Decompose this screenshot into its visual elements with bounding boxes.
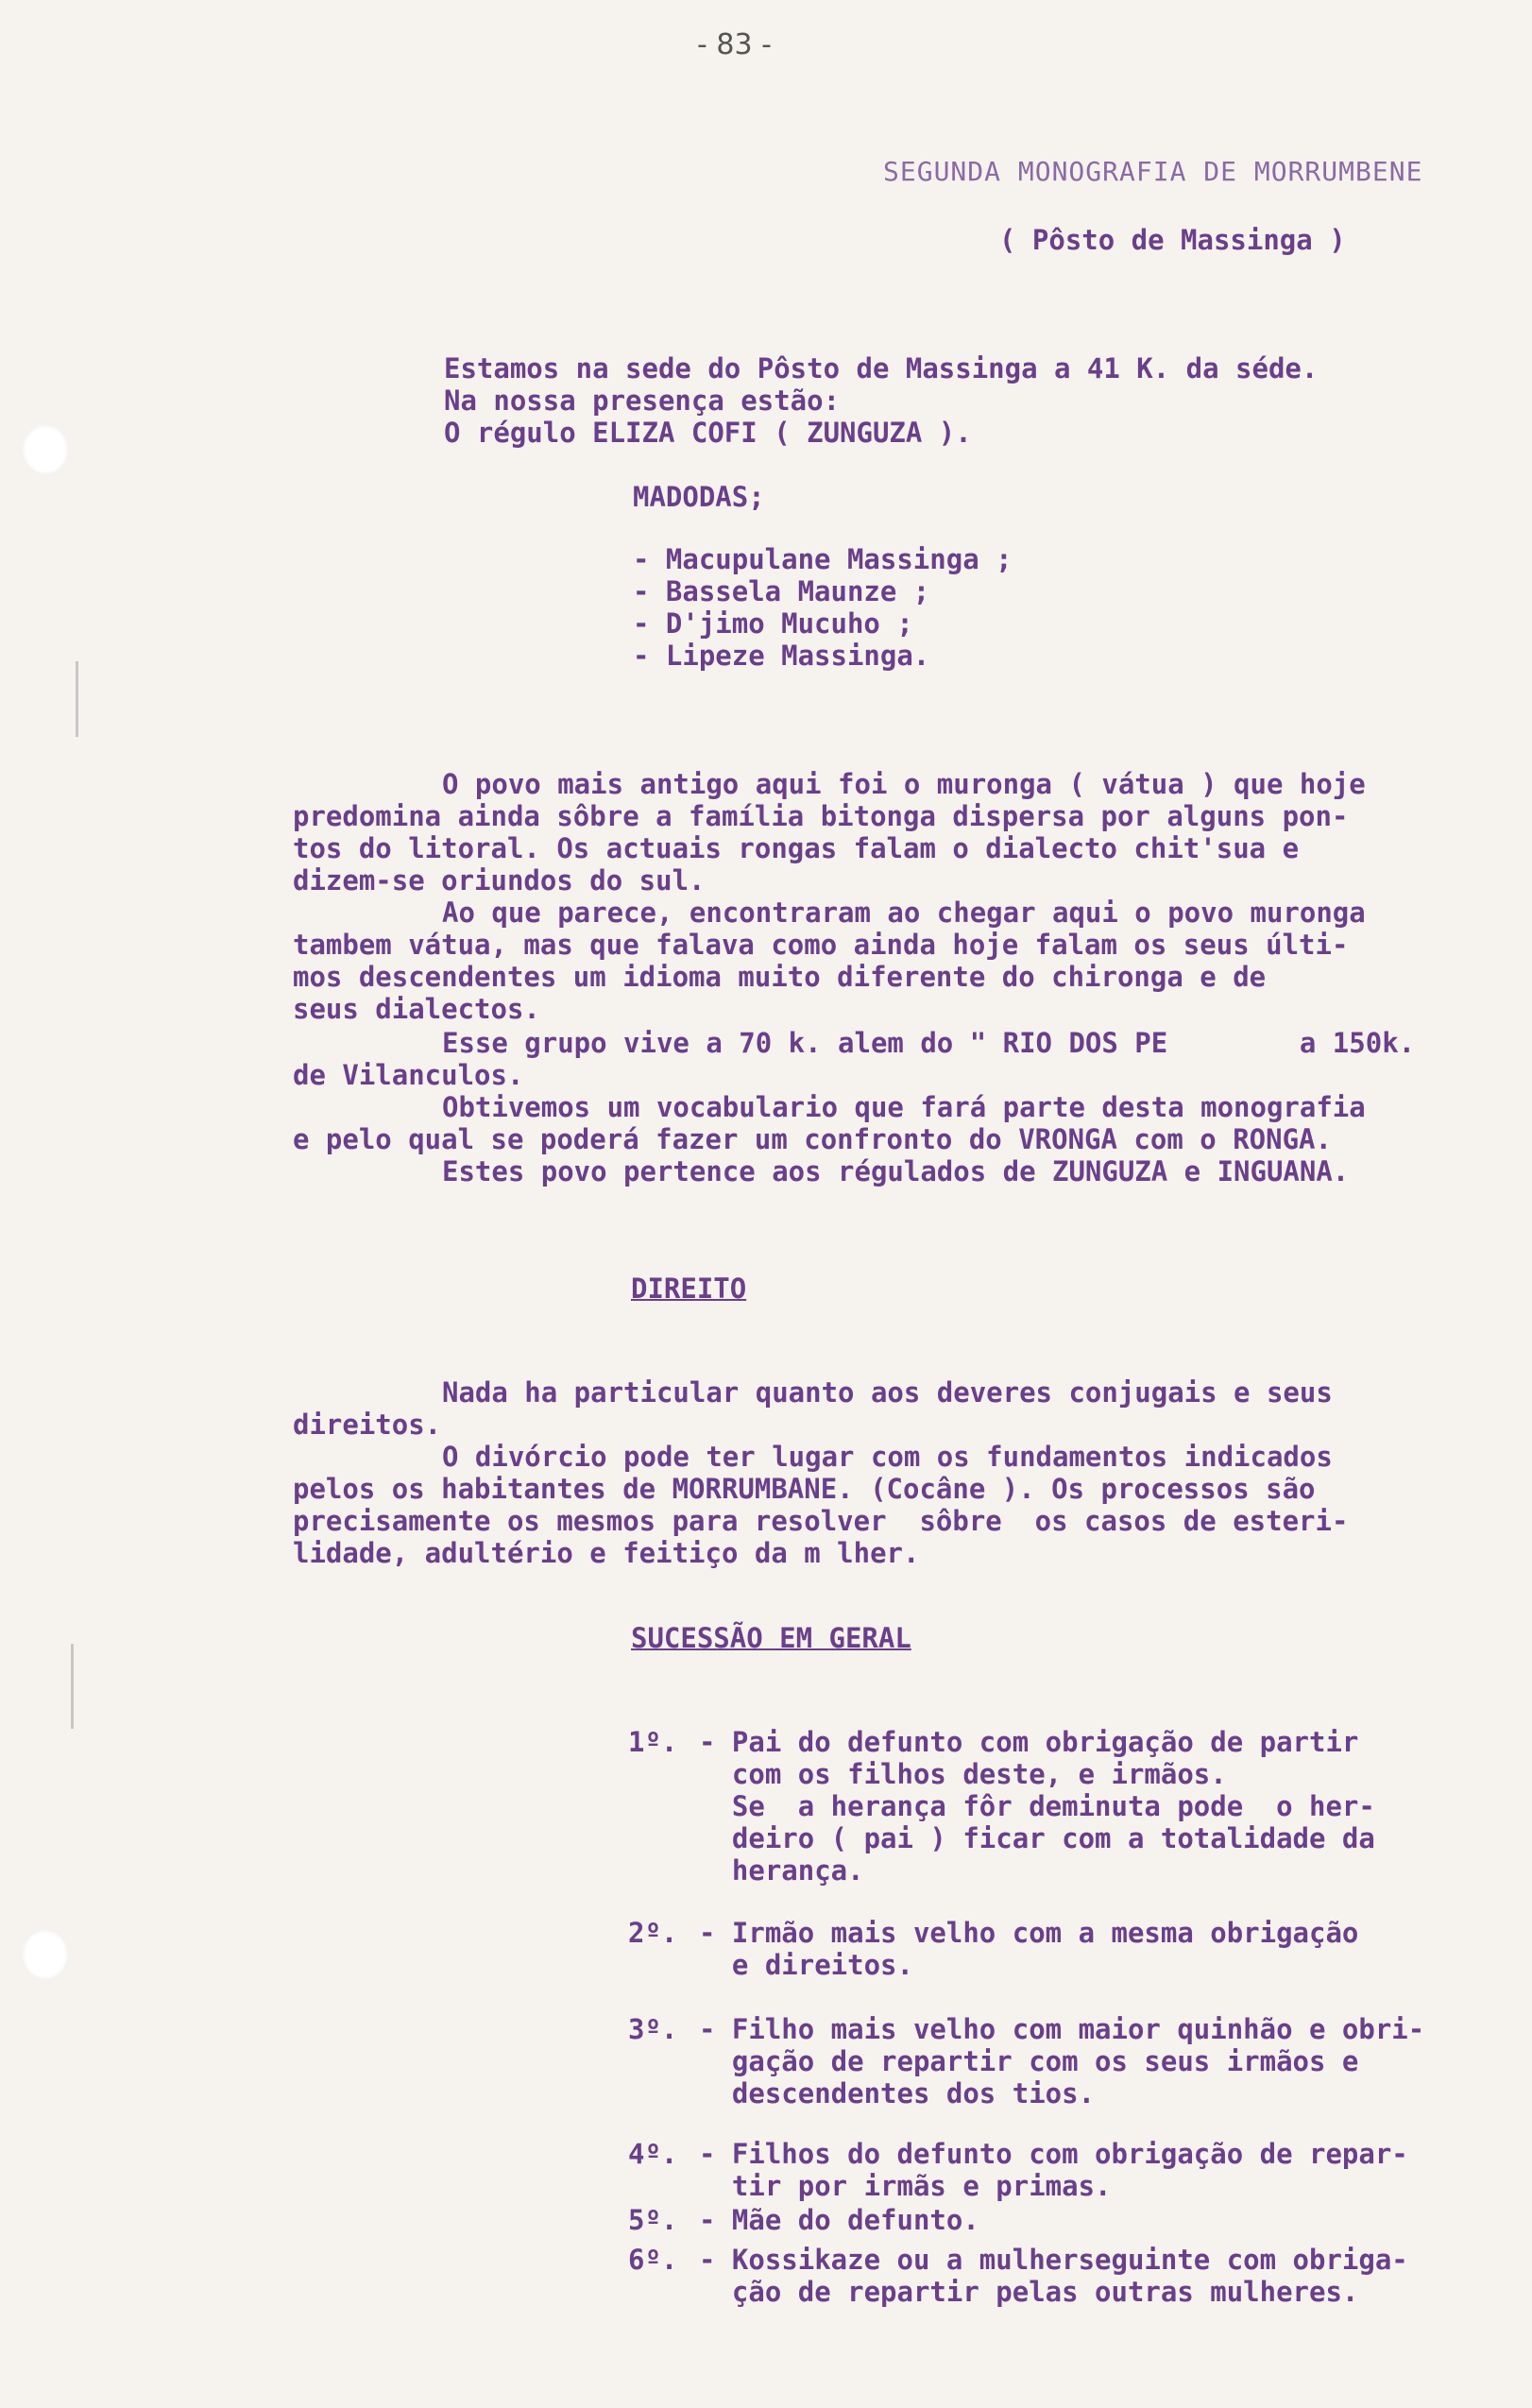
history-line: Estes povo pertence aos régulados de ZUNGUZA e INGUANA. <box>442 1155 1350 1187</box>
history-line: predomina ainda sôbre a família bitonga dispersa por alguns pon- <box>293 800 1349 832</box>
sucessao-line: - Mãe do defunto. <box>699 2204 979 2236</box>
sucessao-number: 6º. <box>628 2244 678 2276</box>
intro-line: O régulo ELIZA COFI ( ZUNGUZA ). <box>444 417 972 449</box>
sucessao-number: 3º. <box>628 2013 678 2045</box>
sucessao-line: gação de repartir com os seus irmãos e <box>699 2045 1359 2077</box>
history-line: mos descendentes um idioma muito diferente do chironga e de <box>293 961 1267 993</box>
madodas-item: - Macupulane Massinga ; <box>633 543 1013 575</box>
direito-line: Nada ha particular quanto aos deveres conjugais e seus <box>442 1376 1333 1409</box>
madodas-item: - Lipeze Massinga. <box>633 640 930 672</box>
sucessao-line: e direitos. <box>699 1949 913 1981</box>
sucessao-line: - Filho mais velho com maior quinhão e obri- <box>699 2013 1425 2045</box>
history-line: Ao que parece, encontraram ao chegar aqui o povo muronga <box>442 897 1366 929</box>
direito-line: O divórcio pode ter lugar com os fundamentos indicados <box>442 1441 1333 1473</box>
sucessao-line: tir por irmãs e primas. <box>699 2170 1112 2202</box>
direito-line: pelos os habitantes de MORRUMBANE. (Cocâne ). Os processos são <box>293 1473 1316 1505</box>
history-line: tambem vátua, mas que falava como ainda hoje falam os seus últi- <box>293 929 1349 961</box>
sucessao-line: ção de repartir pelas outras mulheres. <box>699 2276 1359 2308</box>
paper-mark <box>71 1644 74 1729</box>
sucessao-heading: SUCESSÃO EM GERAL <box>631 1622 911 1654</box>
history-line: O povo mais antigo aqui foi o muronga ( vátua ) que hoje <box>442 768 1366 800</box>
history-line: e pelo qual se poderá fazer um confronto do VRONGA com o RONGA. <box>293 1123 1332 1155</box>
sucessao-line: com os filhos deste, e irmãos. <box>699 1758 1227 1790</box>
sucessao-line: - Irmão mais velho com a mesma obrigação <box>699 1917 1359 1949</box>
sucessao-line: - Kossikaze ou a mulherseguinte com obriga- <box>699 2244 1408 2276</box>
sucessao-number: 1º. <box>628 1726 678 1758</box>
history-line: Esse grupo vive a 70 k. alem do " RIO DOS PE a 150k. <box>442 1027 1416 1059</box>
sucessao-number: 5º. <box>628 2204 678 2236</box>
intro-line: Na nossa presença estão: <box>444 384 841 417</box>
paper-mark <box>76 661 78 737</box>
punch-hole <box>23 425 68 474</box>
madodas-item: - Bassela Maunze ; <box>633 575 930 607</box>
sucessao-line: - Pai do defunto com obrigação de partir <box>699 1726 1359 1758</box>
direito-line: direitos. <box>293 1409 442 1441</box>
intro-line: Estamos na sede do Pôsto de Massinga a 41 K. da séde. <box>444 352 1319 384</box>
history-line: tos do litoral. Os actuais rongas falam o dialecto chit'sua e <box>293 832 1300 864</box>
punch-hole <box>23 1930 68 1979</box>
sucessao-line: - Filhos do defunto com obrigação de repar- <box>699 2138 1408 2170</box>
sucessao-line: herança. <box>699 1854 864 1887</box>
history-line: Obtivemos um vocabulario que fará parte desta monografia <box>442 1091 1366 1123</box>
madodas-heading: MADODAS; <box>633 481 765 513</box>
sucessao-number: 2º. <box>628 1917 678 1949</box>
sucessao-line: Se a herança fôr deminuta pode o her- <box>699 1790 1375 1822</box>
document-title: SEGUNDA MONOGRAFIA DE MORRUMBENE <box>883 156 1423 187</box>
direito-line: precisamente os mesmos para resolver sôbre os casos de esteri- <box>293 1505 1349 1537</box>
sucessao-line: deiro ( pai ) ficar com a totalidade da <box>699 1822 1375 1854</box>
sucessao-line: descendentes dos tios. <box>699 2077 1096 2109</box>
madodas-item: - D'jimo Mucuho ; <box>633 607 913 640</box>
document-subtitle: ( Pôsto de Massinga ) <box>999 224 1346 256</box>
sucessao-number: 4º. <box>628 2138 678 2170</box>
history-line: seus dialectos. <box>293 993 540 1025</box>
page-number: - 83 - <box>697 28 772 61</box>
history-line: dizem-se oriundos do sul. <box>293 864 706 897</box>
direito-heading: DIREITO <box>631 1272 747 1305</box>
history-line: de Vilanculos. <box>293 1059 524 1091</box>
direito-line: lidade, adultério e feitiço da m lher. <box>293 1537 920 1569</box>
